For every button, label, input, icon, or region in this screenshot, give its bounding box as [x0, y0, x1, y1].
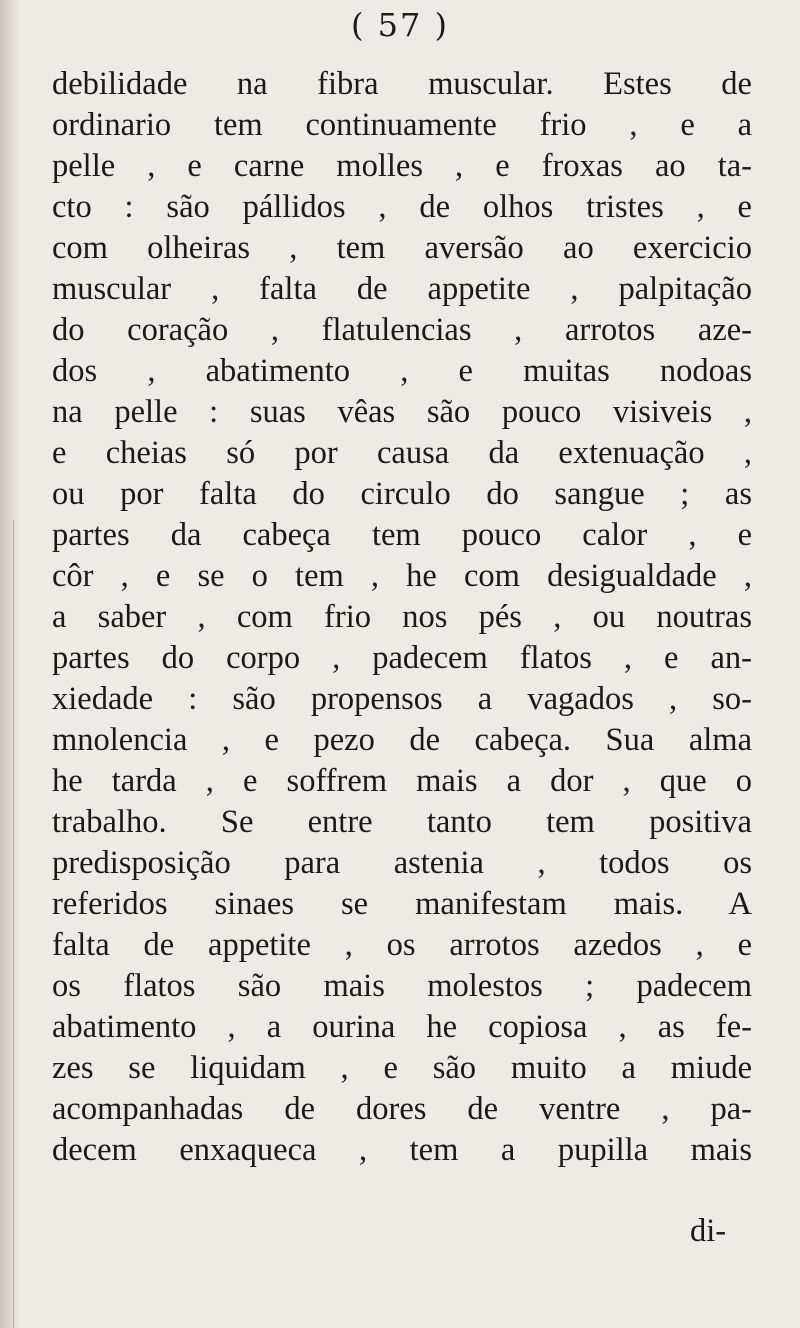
- text-line: falta de appetite , os arrotos azedos , e: [52, 927, 752, 963]
- text-line: dos , abatimento , e muitas nodoas: [52, 353, 752, 389]
- binding-shadow: [0, 0, 20, 1328]
- text-line: cto : são pállidos , de olhos tristes , e: [52, 189, 752, 225]
- text-line: e cheias só por causa da extenuação ,: [52, 435, 752, 471]
- page-number: ( 57 ): [350, 6, 450, 44]
- text-line: ordinario tem continuamente frio , e a: [52, 107, 752, 143]
- text-line: acompanhadas de dores de ventre , pa-: [52, 1091, 752, 1127]
- text-line: muscular , falta de appetite , palpitação: [52, 271, 752, 307]
- catchword: di-: [690, 1213, 727, 1249]
- text-line: trabalho. Se entre tanto tem positiva: [52, 804, 752, 840]
- text-line: na pelle : suas vêas são pouco visiveis ,: [52, 394, 752, 430]
- text-line: a saber , com frio nos pés , ou noutras: [52, 599, 752, 635]
- body-text: [52, 64, 752, 1171]
- text-line: predisposição para astenia , todos os: [52, 845, 752, 881]
- text-line: do coração , flatulencias , arrotos aze-: [52, 312, 752, 348]
- text-line: os flatos são mais molestos ; padecem: [52, 968, 752, 1004]
- text-line: zes se liquidam , e são muito a miude: [52, 1050, 752, 1086]
- text-line: he tarda , e soffrem mais a dor , que o: [52, 763, 752, 799]
- text-line: abatimento , a ourina he copiosa , as fe-: [52, 1009, 752, 1045]
- text-line: com olheiras , tem aversão ao exercicio: [52, 230, 752, 266]
- text-line: partes do corpo , padecem flatos , e an-: [52, 640, 752, 676]
- text-line: debilidade na fibra muscular. Estes de: [52, 66, 752, 102]
- text-line: pelle , e carne molles , e froxas ao ta-: [52, 148, 752, 184]
- text-line: xiedade : são propensos a vagados , so-: [52, 681, 752, 717]
- text-line: côr , e se o tem , he com desigualdade ,: [52, 558, 752, 594]
- text-line: ou por falta do circulo do sangue ; as: [52, 476, 752, 512]
- margin-line: [13, 520, 14, 1328]
- text-line: referidos sinaes se manifestam mais. A: [52, 886, 752, 922]
- text-line: partes da cabeça tem pouco calor , e: [52, 517, 752, 553]
- text-line: mnolencia , e pezo de cabeça. Sua alma: [52, 722, 752, 758]
- text-line: decem enxaqueca , tem a pupilla mais: [52, 1132, 752, 1168]
